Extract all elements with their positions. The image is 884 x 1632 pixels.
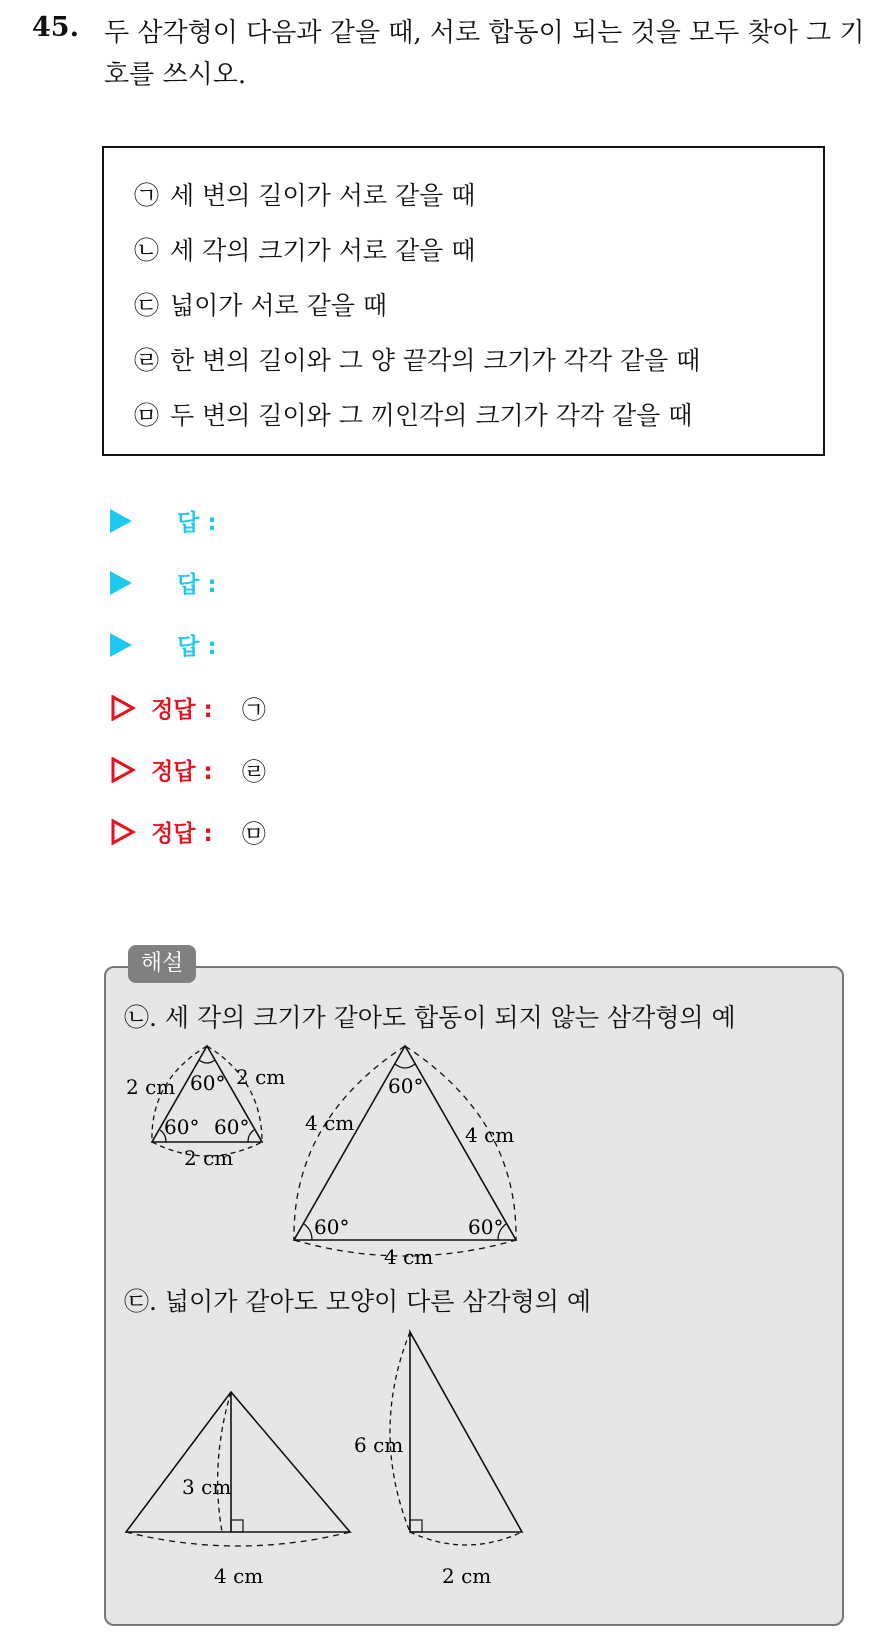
small-angle-left-label: 60° (164, 1115, 200, 1139)
small-angle-top-label: 60° (190, 1071, 226, 1095)
choice-mark: ㉢ (134, 291, 160, 320)
left-height-label: 3 cm (182, 1475, 232, 1499)
choice-text: 두 변의 길이와 그 끼인각의 크기가 각각 같을 때 (169, 401, 693, 430)
choice-mark: ㉠ (134, 181, 160, 210)
explanation-tag: 해설 (128, 945, 196, 983)
correct-value: ㉠ (241, 696, 266, 724)
answer-label: 답 : (177, 634, 217, 660)
explanation-line-2: ㉢. 넓이가 같아도 모양이 다른 삼각형의 예 (124, 1287, 592, 1316)
area-triangle-right (390, 1332, 522, 1545)
large-side-left-label: 4 cm (305, 1111, 355, 1135)
left-base-label: 4 cm (214, 1564, 264, 1588)
large-side-right-label: 4 cm (465, 1123, 515, 1147)
question-text: 두 삼각형이 다음과 같을 때, 서로 합동이 되는 것을 모두 찾아 그 기호를 쓰시오. (104, 18, 865, 90)
correct-value: ㉣ (241, 758, 266, 786)
choice-mark: ㉡ (134, 236, 160, 265)
correct-label: 정답 : (151, 821, 213, 847)
large-base-label: 4 cm (384, 1245, 434, 1269)
choice-text: 넓이가 서로 같을 때 (169, 291, 387, 320)
area-triangle-left (126, 1392, 350, 1546)
correct-value: ㉤ (241, 820, 266, 848)
choice-text: 세 각의 크기가 서로 같을 때 (169, 236, 476, 265)
right-base-label: 2 cm (442, 1564, 492, 1588)
question-number: 45. (32, 12, 79, 43)
right-height-label: 6 cm (354, 1433, 404, 1457)
correct-label: 정답 : (151, 759, 213, 785)
correct-label: 정답 : (151, 697, 213, 723)
choice-text: 한 변의 길이와 그 양 끝각의 크기가 각각 같을 때 (169, 346, 701, 375)
large-angle-top-label: 60° (388, 1074, 424, 1098)
large-angle-left-label: 60° (314, 1215, 350, 1239)
small-base-label: 2 cm (184, 1146, 234, 1170)
explanation-line-1: ㉡. 세 각의 크기가 같아도 합동이 되지 않는 삼각형의 예 (124, 1003, 736, 1032)
small-equilateral-triangle (152, 1046, 262, 1156)
choice-mark: ㉣ (134, 346, 160, 375)
answer-label: 답 : (177, 510, 217, 536)
small-angle-right-label: 60° (214, 1115, 250, 1139)
answer-label: 답 : (177, 572, 217, 598)
choice-mark: ㉤ (134, 401, 160, 430)
large-angle-right-label: 60° (468, 1215, 504, 1239)
small-side-left-label: 2 cm (126, 1075, 176, 1099)
choice-text: 세 변의 길이가 서로 같을 때 (169, 181, 476, 210)
small-side-right-label: 2 cm (236, 1065, 286, 1089)
